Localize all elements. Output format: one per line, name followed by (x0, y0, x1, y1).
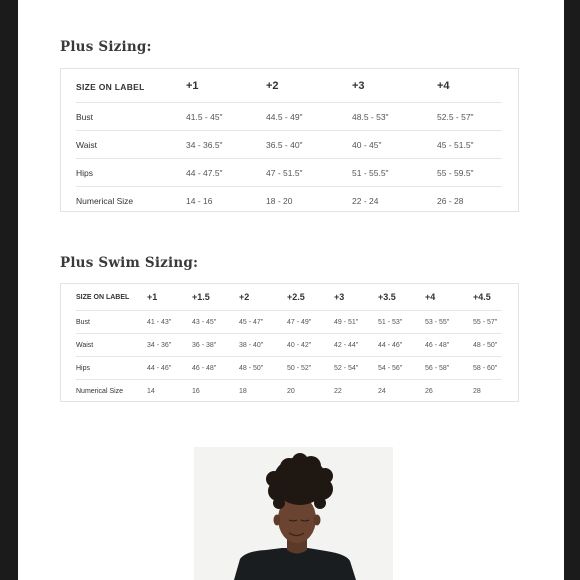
table-cell: 45 - 47" (239, 319, 264, 326)
row-label: Hips (76, 365, 91, 372)
table-cell: 36.5 - 40" (266, 140, 303, 150)
plus-sizing-title: Plus Sizing: (60, 39, 152, 55)
column-header: +2.5 (287, 292, 305, 302)
table-cell: 51 - 55.5" (352, 168, 389, 178)
table-cell: 22 (334, 388, 342, 395)
table-row (76, 356, 502, 380)
table-cell: 51 - 53" (378, 319, 403, 326)
table-cell: 26 (425, 388, 433, 395)
column-header: +4 (425, 292, 436, 302)
table-cell: 16 (192, 388, 200, 395)
table-cell: 44 - 47.5" (186, 168, 223, 178)
plus-swim-sizing-title: Plus Swim Sizing: (60, 255, 199, 271)
table-cell: 46 - 48" (192, 365, 217, 372)
column-header: +4.5 (473, 292, 491, 302)
table-cell: 41.5 - 45" (186, 112, 223, 122)
column-header: +1.5 (192, 292, 210, 302)
table-cell: 47 - 51.5" (266, 168, 303, 178)
table-header-row (76, 292, 502, 311)
table-row (76, 130, 502, 159)
table-cell: 43 - 45" (192, 319, 217, 326)
table-cell: 50 - 52" (287, 365, 312, 372)
table-cell: 52.5 - 57" (437, 112, 474, 122)
table-cell: 56 - 58" (425, 365, 450, 372)
table-cell: 44.5 - 49" (266, 112, 303, 122)
table-cell: 49 - 51" (334, 319, 359, 326)
table-cell: 45 - 51.5" (437, 140, 474, 150)
table-cell: 55 - 57" (473, 319, 498, 326)
row-label: Bust (76, 112, 94, 122)
table-cell: 48.5 - 53" (352, 112, 389, 122)
table-cell: 40 - 45" (352, 140, 382, 150)
table-row (76, 379, 502, 402)
table-cell: 47 - 49" (287, 319, 312, 326)
table-cell: 54 - 56" (378, 365, 403, 372)
table-cell: 28 (473, 388, 481, 395)
table-cell: 48 - 50" (473, 342, 498, 349)
model-illustration (194, 447, 393, 580)
table-row (76, 158, 502, 187)
table-cell: 38 - 40" (239, 342, 264, 349)
row-label: Bust (76, 319, 91, 326)
column-header: +1 (186, 80, 199, 92)
table-cell: 20 (287, 388, 295, 395)
table-cell: 18 (239, 388, 247, 395)
table-row (76, 186, 502, 214)
table-cell: 36 - 38" (192, 342, 217, 349)
column-header: +2 (266, 80, 279, 92)
table-cell: 42 - 44" (334, 342, 359, 349)
row-label: Hips (76, 168, 94, 178)
table-cell: 55 - 59.5" (437, 168, 474, 178)
table-header-row (76, 79, 502, 103)
column-header: +3.5 (378, 292, 396, 302)
table-cell: 14 - 16 (186, 196, 213, 206)
table-cell: 40 - 42" (287, 342, 312, 349)
row-label: Numerical Size (76, 388, 124, 395)
plus-swim-size-table (60, 283, 519, 402)
table-cell: 48 - 50" (239, 365, 264, 372)
column-header: SIZE ON LABEL (76, 82, 145, 92)
table-cell: 14 (147, 388, 155, 395)
column-header: +1 (147, 292, 158, 302)
row-label: Waist (76, 140, 97, 150)
table-cell: 58 - 60" (473, 365, 498, 372)
column-header: +4 (437, 80, 450, 92)
plus-size-table (60, 68, 519, 212)
table-row (76, 102, 502, 131)
table-row (76, 333, 502, 357)
table-cell: 24 (378, 388, 386, 395)
row-label: Waist (76, 342, 94, 349)
table-cell: 22 - 24 (352, 196, 379, 206)
column-header: +2 (239, 292, 250, 302)
content-page (18, 0, 564, 580)
table-cell: 44 - 46" (147, 365, 172, 372)
table-cell: 46 - 48" (425, 342, 450, 349)
table-cell: 26 - 28 (437, 196, 464, 206)
row-label: Numerical Size (76, 196, 134, 206)
table-cell: 18 - 20 (266, 196, 293, 206)
column-header: SIZE ON LABEL (76, 294, 130, 301)
table-cell: 41 - 43" (147, 319, 172, 326)
model-photo (194, 447, 393, 580)
table-cell: 44 - 46" (378, 342, 403, 349)
table-cell: 52 - 54" (334, 365, 359, 372)
column-header: +3 (352, 80, 365, 92)
table-row (76, 310, 502, 334)
table-cell: 34 - 36" (147, 342, 172, 349)
table-cell: 34 - 36.5" (186, 140, 223, 150)
column-header: +3 (334, 292, 345, 302)
table-cell: 53 - 55" (425, 319, 450, 326)
